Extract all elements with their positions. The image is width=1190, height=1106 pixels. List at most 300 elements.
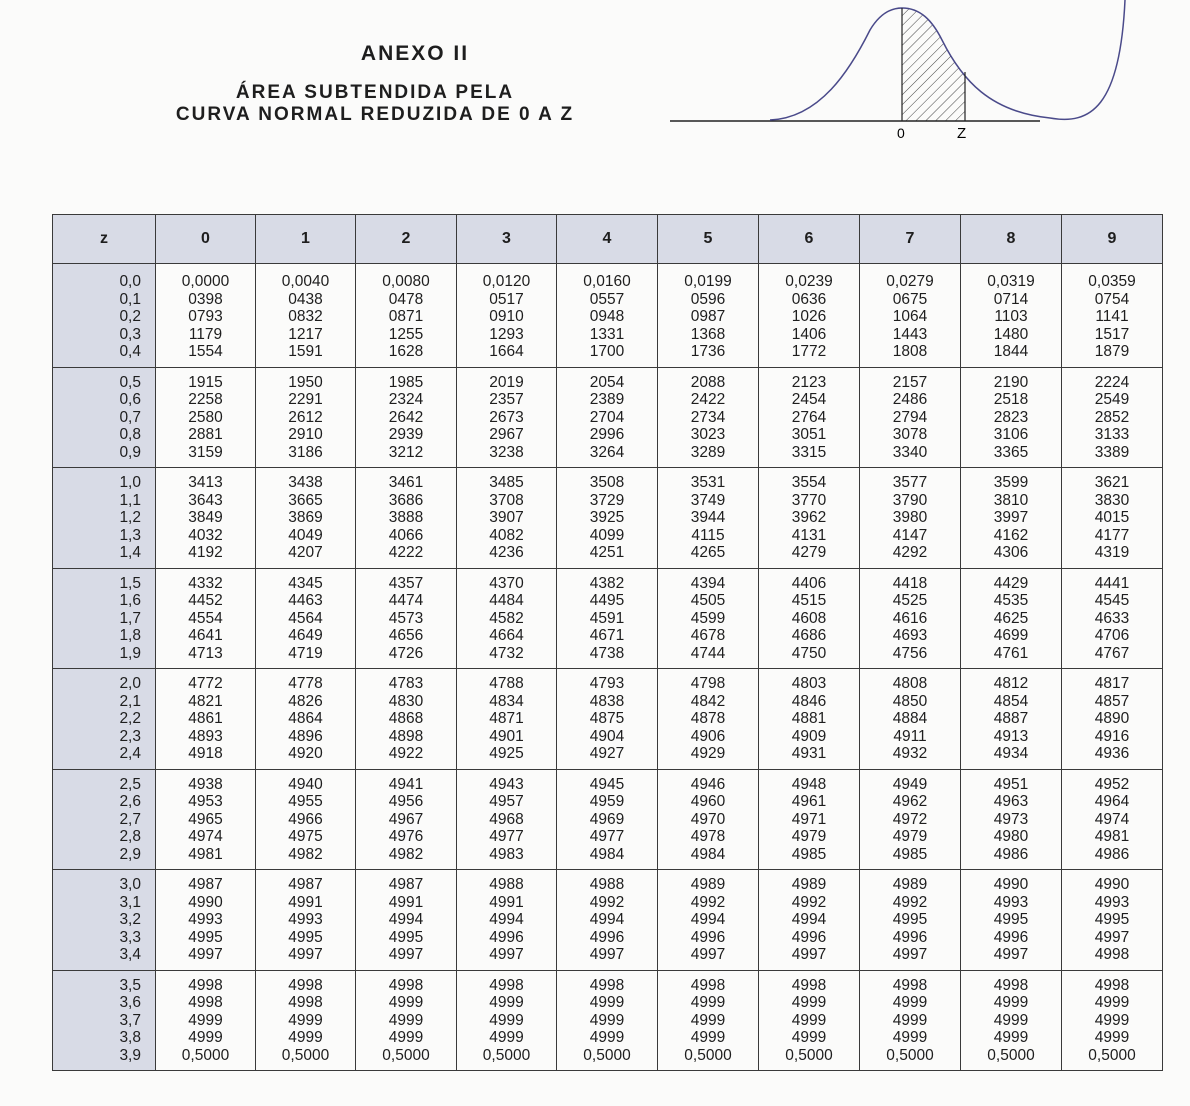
area-value-cell: 4871 [457,710,557,728]
area-value-cell: 4967 [356,811,457,829]
area-value-cell: 4982 [256,846,356,870]
column-header: 6 [759,215,860,264]
area-value-cell: 4987 [256,870,356,894]
area-value-cell: 0793 [156,308,256,326]
area-value-cell: 1517 [1062,326,1163,344]
area-value-cell: 1950 [256,367,356,391]
table-body [53,264,1163,1071]
z-value-cell: 0,5 [53,367,156,391]
area-value-cell: 4678 [658,627,759,645]
area-value-cell: 2157 [860,367,961,391]
table-row [53,929,1163,947]
area-value-cell: 4788 [457,669,557,693]
area-value-cell: 4999 [860,1012,961,1030]
area-value-cell: 2549 [1062,391,1163,409]
z-value-cell: 1,9 [53,645,156,669]
area-value-cell: 2939 [356,426,457,444]
z-value-cell: 2,9 [53,846,156,870]
area-value-cell: 1985 [356,367,457,391]
area-value-cell: 4949 [860,769,961,793]
area-value-cell: 1443 [860,326,961,344]
area-value-cell: 2852 [1062,409,1163,427]
area-value-cell: 4306 [961,544,1062,568]
area-value-cell: 4934 [961,745,1062,769]
area-value-cell: 4974 [156,828,256,846]
area-value-cell: 1591 [256,343,356,367]
column-header: 8 [961,215,1062,264]
area-value-cell: 4938 [156,769,256,793]
table-row [53,592,1163,610]
area-value-cell: 1331 [557,326,658,344]
z-value-cell: 2,4 [53,745,156,769]
area-value-cell: 4982 [356,846,457,870]
area-value-cell: 4999 [658,1012,759,1030]
table-row [53,769,1163,793]
area-value-cell: 4394 [658,568,759,592]
title-line-1: ÁREA SUBTENDIDA PELA [235,82,515,103]
area-value-cell: 4998 [1062,946,1163,970]
area-value-cell: 4997 [961,946,1062,970]
area-value-cell: 4998 [356,970,457,994]
area-value-cell: 4251 [557,544,658,568]
area-value-cell: 1255 [356,326,457,344]
area-value-cell: 4633 [1062,610,1163,628]
area-value-cell: 4997 [658,946,759,970]
area-value-cell: 4948 [759,769,860,793]
area-value-cell: 4838 [557,693,658,711]
table-row [53,444,1163,468]
area-value-cell: 4996 [860,929,961,947]
area-value-cell: 4916 [1062,728,1163,746]
table-row [53,793,1163,811]
area-value-cell: 1064 [860,308,961,326]
area-value-cell: 1179 [156,326,256,344]
area-value-cell: 4875 [557,710,658,728]
table-row [53,828,1163,846]
area-value-cell: 4965 [156,811,256,829]
area-value-cell: 2324 [356,391,457,409]
table-row [53,468,1163,492]
area-value-cell: 4474 [356,592,457,610]
area-value-cell: 4989 [658,870,759,894]
area-value-cell: 0871 [356,308,457,326]
area-value-cell: 2190 [961,367,1062,391]
area-value-cell: 1480 [961,326,1062,344]
area-value-cell: 4996 [457,929,557,947]
area-value-cell: 2291 [256,391,356,409]
column-header: 1 [256,215,356,264]
area-value-cell: 4861 [156,710,256,728]
title-line-2: CURVA NORMAL REDUZIDA DE 0 A Z [175,104,575,125]
area-value-cell: 4573 [356,610,457,628]
area-value-cell: 4772 [156,669,256,693]
area-value-cell: 1700 [557,343,658,367]
z-value-cell: 3,9 [53,1047,156,1071]
area-value-cell: 4686 [759,627,860,645]
z-value-cell: 1,7 [53,610,156,628]
area-value-cell: 4808 [860,669,961,693]
z-value-cell: 1,2 [53,509,156,527]
area-value-cell: 3577 [860,468,961,492]
area-value-cell: 0675 [860,291,961,309]
z-value-cell: 0,9 [53,444,156,468]
table-row [53,343,1163,367]
area-value-cell: 0438 [256,291,356,309]
area-value-cell: 4953 [156,793,256,811]
area-value-cell: 4995 [1062,911,1163,929]
area-value-cell: 4357 [356,568,457,592]
z-value-cell: 1,8 [53,627,156,645]
area-value-cell: 4898 [356,728,457,746]
table-row [53,811,1163,829]
area-value-cell: 4974 [1062,811,1163,829]
z-value-cell: 2,1 [53,693,156,711]
area-value-cell: 4279 [759,544,860,568]
table-row [53,367,1163,391]
area-value-cell: 4996 [759,929,860,947]
z-value-cell: 1,4 [53,544,156,568]
area-value-cell: 4222 [356,544,457,568]
area-value-cell: 4554 [156,610,256,628]
area-value-cell: 4846 [759,693,860,711]
z-value-cell: 0,0 [53,264,156,291]
area-value-cell: 4370 [457,568,557,592]
area-value-cell: 4131 [759,527,860,545]
area-value-cell: 4999 [961,994,1062,1012]
area-value-cell: 4997 [1062,929,1163,947]
area-value-cell: 4756 [860,645,961,669]
area-value-cell: 4998 [156,994,256,1012]
area-value-cell: 4960 [658,793,759,811]
area-value-cell: 4693 [860,627,961,645]
area-value-cell: 4999 [557,1029,658,1047]
area-value-cell: 4952 [1062,769,1163,793]
area-value-cell: 4664 [457,627,557,645]
area-value-cell: 4978 [658,828,759,846]
area-value-cell: 4099 [557,527,658,545]
area-value-cell: 4998 [860,970,961,994]
area-value-cell: 4778 [256,669,356,693]
area-value-cell: 4998 [256,994,356,1012]
area-value-cell: 4049 [256,527,356,545]
area-value-cell: 1736 [658,343,759,367]
area-value-cell: 4177 [1062,527,1163,545]
area-value-cell: 4998 [658,970,759,994]
area-value-cell: 4904 [557,728,658,746]
area-value-cell: 1026 [759,308,860,326]
area-value-cell: 4999 [860,1029,961,1047]
area-value-cell: 4997 [860,946,961,970]
z-value-cell: 3,3 [53,929,156,947]
table-row [53,946,1163,970]
area-value-cell: 4976 [356,828,457,846]
area-value-cell: 3980 [860,509,961,527]
z-label: Z [957,125,967,142]
area-value-cell: 4857 [1062,693,1163,711]
area-value-cell: 3888 [356,509,457,527]
column-header: 7 [860,215,961,264]
area-value-cell: 3749 [658,492,759,510]
area-value-cell: 1664 [457,343,557,367]
area-value-cell: 2019 [457,367,557,391]
table-row [53,846,1163,870]
z-value-cell: 0,1 [53,291,156,309]
area-value-cell: 0714 [961,291,1062,309]
area-value-cell: 4803 [759,669,860,693]
area-value-cell: 4999 [156,1029,256,1047]
area-value-cell: 0,5000 [356,1047,457,1071]
area-value-cell: 3023 [658,426,759,444]
area-value-cell: 3159 [156,444,256,468]
area-value-cell: 0,0239 [759,264,860,291]
area-value-cell: 4999 [860,994,961,1012]
area-value-cell: 4890 [1062,710,1163,728]
area-value-cell: 2823 [961,409,1062,427]
area-value-cell: 4452 [156,592,256,610]
area-value-cell: 3438 [256,468,356,492]
area-value-cell: 3907 [457,509,557,527]
area-value-cell: 3830 [1062,492,1163,510]
area-value-cell: 4994 [557,911,658,929]
area-value-cell: 4981 [156,846,256,870]
area-value-cell: 4887 [961,710,1062,728]
area-value-cell: 4985 [759,846,860,870]
table-row [53,1047,1163,1071]
area-value-cell: 4998 [1062,970,1163,994]
area-value-cell: 2054 [557,367,658,391]
area-value-cell: 4999 [356,994,457,1012]
area-value-cell: 4981 [1062,828,1163,846]
area-value-cell: 4649 [256,627,356,645]
area-value-cell: 4990 [1062,870,1163,894]
area-value-cell: 1406 [759,326,860,344]
document-heading [95,42,655,126]
area-value-cell: 4767 [1062,645,1163,669]
area-value-cell: 3790 [860,492,961,510]
area-value-cell: 4998 [557,970,658,994]
area-value-cell: 2764 [759,409,860,427]
area-value-cell: 3869 [256,509,356,527]
z-value-cell: 3,0 [53,870,156,894]
area-value-cell: 4812 [961,669,1062,693]
area-value-cell: 4994 [356,911,457,929]
area-value-cell: 4979 [860,828,961,846]
area-value-cell: 0,0120 [457,264,557,291]
area-value-cell: 2422 [658,391,759,409]
area-value-cell: 4332 [156,568,256,592]
area-value-cell: 4985 [860,846,961,870]
area-value-cell: 4706 [1062,627,1163,645]
area-value-cell: 2734 [658,409,759,427]
table-row [53,291,1163,309]
area-value-cell: 0910 [457,308,557,326]
column-header: 0 [156,215,256,264]
area-value-cell: 4918 [156,745,256,769]
area-value-cell: 4999 [557,994,658,1012]
area-value-cell: 4977 [557,828,658,846]
area-value-cell: 3925 [557,509,658,527]
area-value-cell: 4909 [759,728,860,746]
area-value-cell: 4599 [658,610,759,628]
area-value-cell: 4920 [256,745,356,769]
area-value-cell: 0,0160 [557,264,658,291]
area-value-cell: 4850 [860,693,961,711]
area-value-cell: 3686 [356,492,457,510]
area-value-cell: 1554 [156,343,256,367]
area-value-cell: 1879 [1062,343,1163,367]
area-value-cell: 4738 [557,645,658,669]
shaded-area [770,8,1050,121]
area-value-cell: 4066 [356,527,457,545]
area-value-cell: 0,0000 [156,264,256,291]
area-value-cell: 4207 [256,544,356,568]
area-value-cell: 2454 [759,391,860,409]
area-value-cell: 4495 [557,592,658,610]
table-header-row [53,215,1163,264]
area-value-cell: 4964 [1062,793,1163,811]
area-value-cell: 4975 [256,828,356,846]
area-value-cell: 0398 [156,291,256,309]
table-row [53,391,1163,409]
area-value-cell: 0478 [356,291,457,309]
area-value-cell: 3212 [356,444,457,468]
area-value-cell: 4082 [457,527,557,545]
area-value-cell: 4998 [156,970,256,994]
area-value-cell: 4505 [658,592,759,610]
area-value-cell: 4941 [356,769,457,793]
z-value-cell: 0,4 [53,343,156,367]
area-value-cell: 4463 [256,592,356,610]
column-header: 4 [557,215,658,264]
area-value-cell: 4429 [961,568,1062,592]
area-value-cell: 4868 [356,710,457,728]
z-value-cell: 3,5 [53,970,156,994]
area-value-cell: 0,5000 [1062,1047,1163,1071]
area-value-cell: 3599 [961,468,1062,492]
area-value-cell: 4968 [457,811,557,829]
area-value-cell: 4842 [658,693,759,711]
area-value-cell: 0,0359 [1062,264,1163,291]
z-value-cell: 3,1 [53,894,156,912]
area-value-cell: 3051 [759,426,860,444]
normal-curve-figure [670,0,1170,160]
area-value-cell: 4999 [356,1012,457,1030]
area-value-cell: 0948 [557,308,658,326]
area-value-cell: 2580 [156,409,256,427]
table-row [53,745,1163,769]
area-value-cell: 4980 [961,828,1062,846]
area-value-cell: 3315 [759,444,860,468]
area-value-cell: 4744 [658,645,759,669]
table-row [53,264,1163,291]
table-row [53,645,1163,669]
table-row [53,308,1163,326]
area-value-cell: 4821 [156,693,256,711]
area-value-cell: 4999 [759,1029,860,1047]
area-value-cell: 4032 [156,527,256,545]
area-value-cell: 4963 [961,793,1062,811]
area-value-cell: 0832 [256,308,356,326]
area-value-cell: 0987 [658,308,759,326]
area-value-cell: 4997 [457,946,557,970]
area-value-cell: 4998 [961,970,1062,994]
area-value-cell: 2123 [759,367,860,391]
column-header: 3 [457,215,557,264]
area-value-cell: 4995 [961,911,1062,929]
area-value-cell: 4535 [961,592,1062,610]
annex-label: ANEXO II [360,42,470,65]
area-value-cell: 4911 [860,728,961,746]
area-value-cell: 4997 [256,946,356,970]
area-value-cell: 3340 [860,444,961,468]
area-value-cell: 4977 [457,828,557,846]
z-value-cell: 3,2 [53,911,156,929]
area-value-cell: 4929 [658,745,759,769]
area-value-cell: 4881 [759,710,860,728]
z-value-cell: 3,8 [53,1029,156,1047]
area-value-cell: 4956 [356,793,457,811]
area-value-cell: 1217 [256,326,356,344]
area-value-cell: 4830 [356,693,457,711]
table-row [53,970,1163,994]
area-value-cell: 4292 [860,544,961,568]
zero-label: 0 [897,125,905,141]
area-value-cell: 4999 [961,1012,1062,1030]
area-value-cell: 4999 [457,1029,557,1047]
table-row [53,911,1163,929]
table-row [53,610,1163,628]
area-value-cell: 3389 [1062,444,1163,468]
area-value-cell: 2389 [557,391,658,409]
area-value-cell: 4971 [759,811,860,829]
area-value-cell: 2612 [256,409,356,427]
area-value-cell: 3365 [961,444,1062,468]
area-value-cell: 4406 [759,568,860,592]
z-value-cell: 2,7 [53,811,156,829]
area-value-cell: 1628 [356,343,457,367]
z-value-cell: 3,6 [53,994,156,1012]
area-value-cell: 4699 [961,627,1062,645]
area-value-cell: 1293 [457,326,557,344]
area-value-cell: 3665 [256,492,356,510]
z-value-cell: 1,6 [53,592,156,610]
area-value-cell: 4992 [759,894,860,912]
area-value-cell: 4996 [557,929,658,947]
area-value-cell: 4878 [658,710,759,728]
area-value-cell: 0,0319 [961,264,1062,291]
area-value-cell: 4993 [256,911,356,929]
area-value-cell: 4993 [961,894,1062,912]
area-value-cell: 4989 [759,870,860,894]
area-value-cell: 4991 [356,894,457,912]
area-value-cell: 4999 [256,1029,356,1047]
area-value-cell: 4115 [658,527,759,545]
area-value-cell: 4999 [658,994,759,1012]
area-value-cell: 3621 [1062,468,1163,492]
area-value-cell: 4970 [658,811,759,829]
area-value-cell: 4936 [1062,745,1163,769]
area-value-cell: 3554 [759,468,860,492]
area-value-cell: 4999 [356,1029,457,1047]
area-value-cell: 4484 [457,592,557,610]
area-value-cell: 3238 [457,444,557,468]
area-value-cell: 4987 [356,870,457,894]
area-value-cell: 4641 [156,627,256,645]
z-value-cell: 3,4 [53,946,156,970]
table-row [53,326,1163,344]
area-value-cell: 3106 [961,426,1062,444]
area-value-cell: 4545 [1062,592,1163,610]
